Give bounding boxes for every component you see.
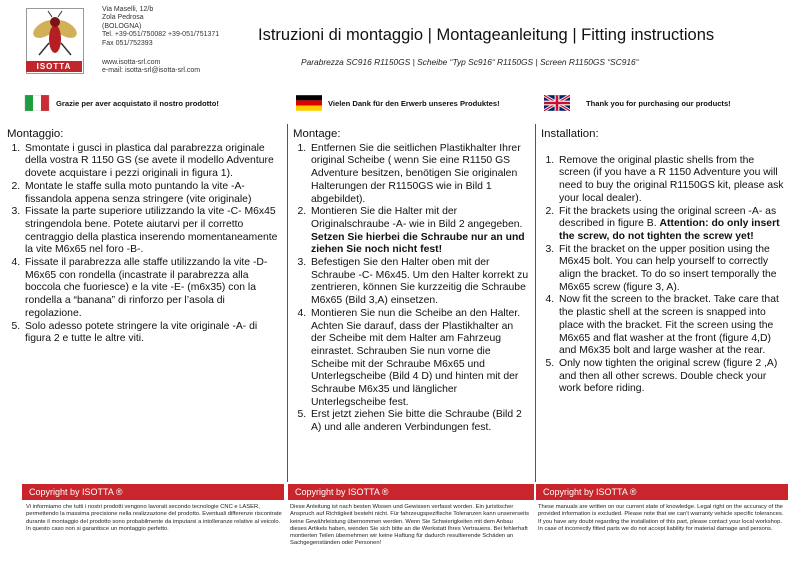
column-divider: [535, 124, 536, 482]
english-thanks: Thank you for purchasing our products!: [586, 98, 731, 108]
instruction-step: 3. Fit the bracket on the upper position using the M6x45 bolt. You can help yourself to correctly align the bracket. To do so insert temporally the M6x65 screw (figure 3, A).: [557, 244, 787, 295]
instruction-step: 2. Montate le staffe sulla moto puntando la vite -A- fissandola appena senza stringere (vite originale): [23, 181, 281, 206]
column-divider: [287, 124, 288, 482]
english-instructions: [541, 128, 787, 396]
instruction-step: 4. Now fit the screen to the bracket. Take care that the plastic shell at the screen is snapped into place with the bracket. Fit the screen using the M6x65 and flat washer at the front (figure 4,D) and M6x35 bolt and large washer at the rear.: [557, 294, 787, 358]
step-text: Montieren Sie die Halter mit der Originalschraube -A- wie in Bild 2 angegeben.: [311, 206, 523, 230]
step-warning: Attention: do only insert the screw, do not tighten the screw yet!: [559, 218, 780, 242]
german-instructions: [293, 128, 529, 435]
company-address: [102, 6, 219, 48]
flag-germany-icon: [296, 95, 322, 111]
step-warning: Setzen Sie hierbei die Schraube nur an und ziehen Sie noch nicht fest!: [311, 231, 525, 256]
italian-heading: Montaggio:: [7, 128, 64, 140]
instruction-step: 5. Solo adesso potete stringere la vite originale -A- di figura 2 e tutte le altre viti.: [23, 321, 281, 346]
address-line: Fax 051/752393: [102, 39, 153, 47]
instruction-step: 5. Only now tighten the original screw (figure 2 ,A) and then all other screws. Double check your work before riding.: [557, 358, 787, 396]
address-line: Zola Pedrosa: [102, 14, 144, 22]
wasp-logo-icon: [27, 9, 83, 62]
italian-disclaimer: Vi informiamo che tutti i nostri prodotti vengono lavorati secondo tecnologie CNC e LASER, permettendo la massima precisione nella realizzazione del prodotto. Eventuali differenze riscontrate durante il montaggio del prodotto sono probabilmente da imputarsi a intolleranze relative al veicolo. In questo caso non si garantisce un montaggio perfetto.: [26, 504, 282, 532]
copyright-bar-english: Copyright by ISOTTA ®: [536, 484, 788, 500]
instruction-step: [309, 206, 529, 257]
page-title: Istruzioni di montaggio | Montageanleitung | Fitting instructions: [258, 26, 715, 44]
flag-uk-icon: [544, 95, 570, 111]
english-thanks-row: [544, 92, 731, 114]
email-link[interactable]: e-mail: isotta-srl@isotta-srl.com: [102, 67, 201, 74]
italian-thanks: Grazie per aver acquistato il nostro prodotto!: [56, 98, 219, 108]
product-subtitle: Parabrezza SC916 R1150GS | Scheibe “Typ Sc916“ R1150GS | Screen R1150GS “SC916“: [301, 57, 639, 67]
instruction-step: 4. Montieren Sie nun die Scheibe an den Halter. Achten Sie darauf, dass der Plastikhalter an der Scheibe mit dem Halter am Fahrzeug einrastet. Schrauben Sie nun vorne die Scheibe mit der Schraube M6x65 und Unterlegscheibe (Bild 4 D) und hinten mit der Schraube M6x35 und länglicher Unterlegscheibe fest.: [309, 308, 529, 410]
italian-thanks-row: [24, 92, 219, 114]
instruction-step: 1. Smontate i gusci in plastica dal parabrezza originale della vostra R 1150 GS (se avete il modello Adventure dovete acquistare i pezzi originali in figura 1).: [23, 143, 281, 181]
instruction-step: [557, 206, 787, 244]
instruction-step: 5. Erst jetzt ziehen Sie bitte die Schraube (Bild 2 A) und alle anderen Verbindungen fest.: [309, 409, 529, 434]
german-thanks-row: [296, 92, 500, 114]
address-line: (BOLOGNA): [102, 22, 142, 30]
copyright-bar-german: Copyright by ISOTTA ®: [288, 484, 534, 500]
instruction-step: 1. Entfernen Sie die seitlichen Plastikhalter Ihrer original Scheibe ( wenn Sie eine R1150 GS Adventure besitzen, benötigen Sie originalen Halterungen der R1150GS wie in Bild 1 abgebildet).: [309, 143, 529, 207]
website-link[interactable]: www.isotta-srl.com: [102, 59, 161, 66]
italian-instructions: [7, 128, 281, 346]
flag-italy-icon: [24, 95, 50, 111]
copyright-bar-italian: Copyright by ISOTTA ®: [22, 484, 284, 500]
logo-name: ISOTTA: [26, 61, 82, 72]
address-line: Via Maselli, 12/b: [102, 6, 154, 13]
step-text: Fit the brackets using the original screen -A- as described in figure B.: [559, 205, 777, 230]
company-web: [102, 59, 200, 75]
german-heading: Montage:: [293, 128, 341, 140]
english-disclaimer: These manuals are written on our current state of knowledge. Legal right on the accuracy of the provided information is excluded. Please note that we can't warranty vehicle specific tolerances. If you have any doubt regarding the installation of this part, please contact your local workshop. In case of incorrectly fitted parts we do not accept liability for material damage and persons.: [538, 504, 784, 532]
english-heading: Installation:: [541, 128, 599, 140]
instruction-step: 1. Remove the original plastic shells from the screen (if you have a R 1150 Adventure you will need to buy the original R1150GS kit, please ask your local dealer).: [557, 155, 787, 206]
address-line: Tel. +39-051/750082 +39-051/751371: [102, 31, 220, 39]
german-disclaimer: Diese Anleitung ist nach besten Wissen und Gewissen verfasst worden. Ein juristischer Anspruch auf Richtigkeit besteht nicht. Für fahrzeugspezifische Toleranzen kann unsererseits keine Gewährleistung übernommen werden. Wenn Sie Schwierigkeiten mit dem Anbau dieses Artikels haben, wenden Sie sich bitte an die Werkstatt Ihres Vertrauens. Bei fehlerhaft montierten Teilen übernehmen wir keine Haftung für dadurch resultierende Schäden an Sachgegenständen oder Personen!: [290, 504, 529, 547]
german-thanks: Vielen Dank für den Erwerb unseres Produktes!: [328, 98, 500, 108]
instruction-step: 3. Fissate la parte superiore utilizzando la vite -C- M6x45 stringendola bene. Potete aiutarvi per il corretto centraggio della plastica inserendo momentaneamente la vite M6x65 nel foro -B-.: [23, 206, 281, 257]
instruction-step: 4. Fissate il parabrezza alle staffe utilizzando la vite -D- M6x65 con rondella (incastrate il parabrezza alla boccola che fuoriesce) e la vite -E- (m6x35) con la rondella a “banana” di rinforzo per l’asola di regolazione.: [23, 257, 281, 321]
instruction-step: 3. Befestigen Sie den Halter oben mit der Schraube -C- M6x45. Um den Halter korrekt zu zentrieren, können Sie kurzzeitig die Schraube M6x65 (Bild 3,A) einsetzen.: [309, 257, 529, 308]
